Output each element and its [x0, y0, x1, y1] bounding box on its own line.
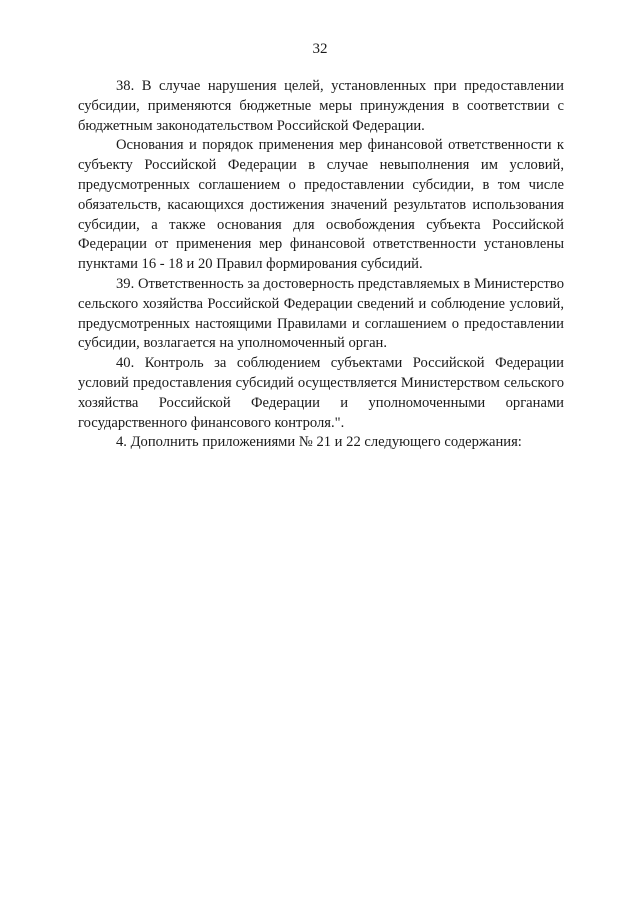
page-number: 32 — [312, 41, 328, 57]
document-body — [78, 77, 564, 453]
paragraph-40: 40. Контроль за соблюдением субъектами Российской Федерации условий предоставления субсидий осуществляется Министерством сельского хозяйства Российской Федерации и уполномоченными органами государственного финансового контроля.". — [78, 355, 564, 431]
paragraph-financial-responsibility: Основания и порядок применения мер финансовой ответственности к субъекту Российской Федерации в случае невыполнения им условий, предусмотренных соглашением о предоставлении субсидии, в том числе обязательств, касающихся достижения значений результатов использования субсидии, а также основания для освобождения субъекта Российской Федерации от применения мер финансовой ответственности установлены пунктами 16 - 18 и 20 Правил формирования субсидий. — [78, 137, 564, 273]
paragraph-39: 39. Ответственность за достоверность представляемых в Министерство сельского хозяйства Российской Федерации сведений и соблюдение условий, предусмотренных настоящими Правилами и соглашением о предоставлении субсидии, возлагается на уполномоченный орган. — [78, 275, 564, 352]
paragraph-item-4: 4. Дополнить приложениями № 21 и 22 следующего содержания: — [116, 434, 522, 451]
paragraph-38: 38. В случае нарушения целей, установленных при предоставлении субсидии, применяются бюджетные меры принуждения в соответствии с бюджетным законодательством Российской Федерации. — [78, 78, 564, 134]
